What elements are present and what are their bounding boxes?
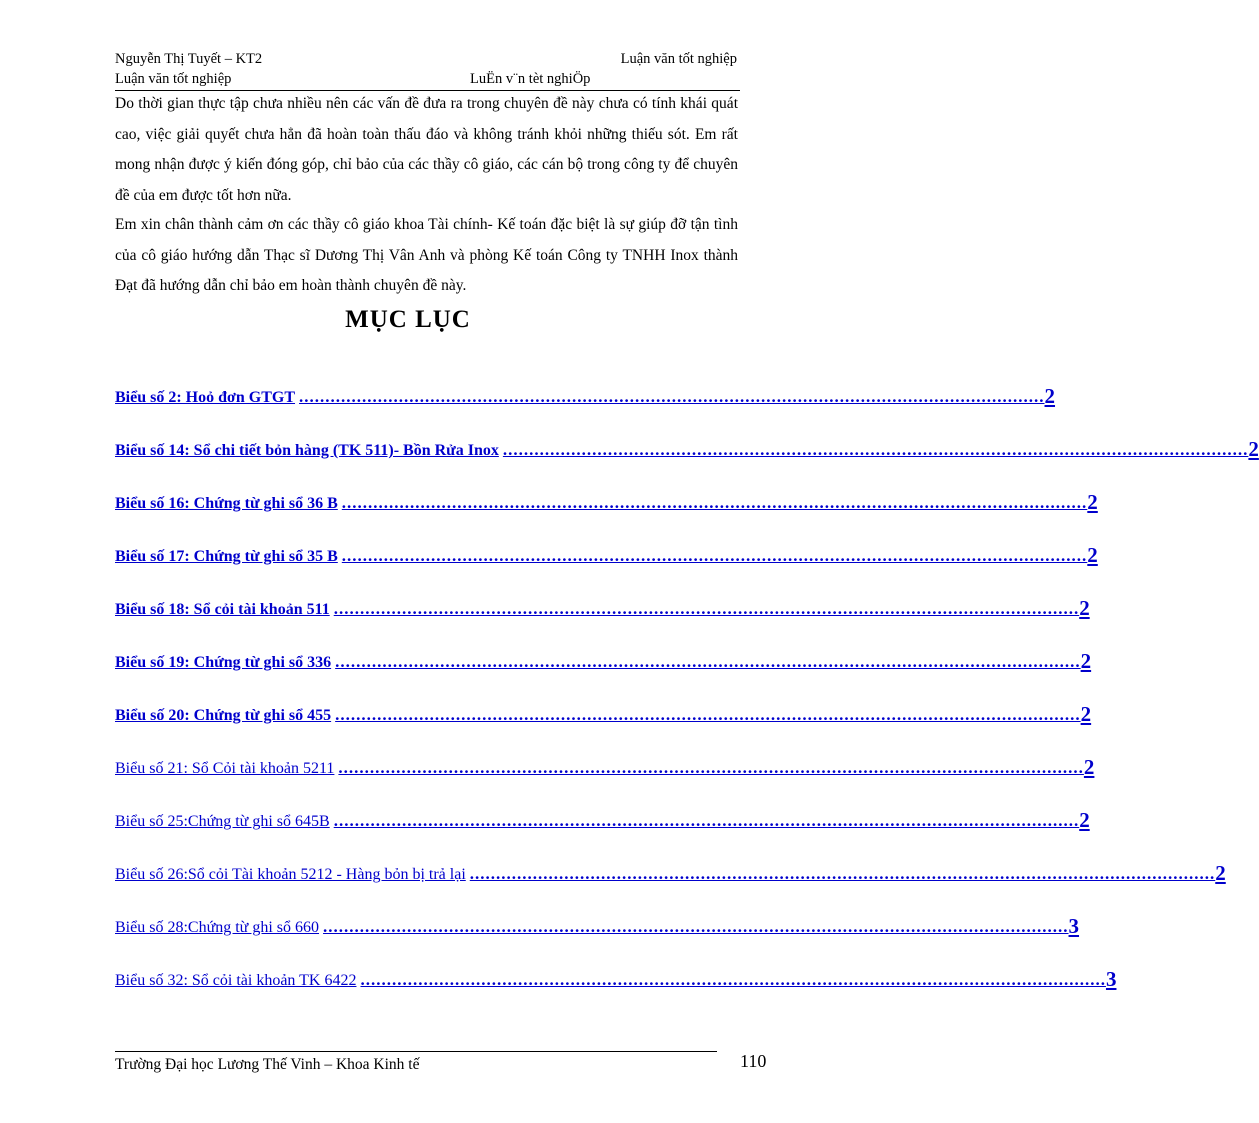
toc-entry-leader: .............................................................................................................................................. (502, 440, 1249, 459)
toc-entry-link[interactable] (115, 595, 1090, 620)
toc-entry-leader: .............................................................................................................................................. (333, 599, 1080, 618)
toc-entry-link[interactable] (115, 542, 1098, 567)
toc-entry-label: Biểu số 14: Sổ chi tiết bỏn hàng (TK 511)- Bồn Rửa Inox (115, 442, 499, 459)
toc-entry-page: 2 (1087, 543, 1098, 567)
toc-entry-link[interactable] (115, 807, 1090, 832)
toc-entry-leader: .............................................................................................................................................. (341, 546, 1088, 565)
footer-page-number: 110 (740, 1051, 767, 1071)
toc-entry-label: Biểu số 17: Chứng từ ghi sổ 35 B (115, 548, 338, 565)
toc-entry-link[interactable] (115, 489, 1098, 514)
toc-entry-label: Biểu số 21: Sổ Cỏi tài khoản 5211 (115, 760, 335, 777)
toc-entry-link[interactable] (115, 701, 1092, 726)
toc-entry-page: 3 (1068, 914, 1080, 938)
toc-entry-link[interactable] (115, 754, 1095, 779)
toc-entry-leader: .............................................................................................................................................. (299, 387, 1045, 406)
toc-entry-link[interactable] (115, 383, 1056, 408)
toc-entry-label: Biểu số 2: Hoỏ đơn GTGT (115, 389, 296, 406)
toc-entry-link[interactable] (115, 860, 1226, 885)
toc-title: MỤC LỤC (345, 306, 471, 333)
toc-entry-leader: .............................................................................................................................................. (360, 970, 1106, 989)
toc-entry-page: 2 (1215, 861, 1226, 885)
toc-entry-leader: .............................................................................................................................................. (323, 917, 1069, 936)
footer-school: Trường Đại học Lương Thế Vinh – Khoa Kinh tế (115, 1056, 420, 1073)
toc-entry-page: 3 (1105, 967, 1117, 991)
body-paragraph-2: Em xin chân thành cảm ơn các thầy cô giáo khoa Tài chính- Kế toán đặc biệt là sự giúp đỡ tận tình của cô giáo hướng dẫn Thạc sĩ Dương Thị Vân Anh và phòng Kế toán Công ty TNHH Inox thành Đạt đã hướng dẫn chỉ bảo em hoàn thành chuyên đề này. (115, 216, 738, 294)
toc-entry-link[interactable] (115, 436, 1259, 461)
toc-entry-page: 2 (1044, 384, 1056, 408)
toc-entry-label: Biểu số 16: Chứng từ ghi sổ 36 B (115, 495, 338, 512)
toc-entry-page: 2 (1080, 702, 1092, 726)
toc-entry-leader: .............................................................................................................................................. (338, 758, 1084, 777)
footer-rule (115, 1051, 717, 1052)
toc-entry-label: Biểu số 26:Sổ cỏi Tài khoản 5212 - Hàng bỏn bị trả lại (115, 866, 466, 883)
header-title-right: Luận văn tốt nghiệp (620, 51, 737, 67)
toc-entry-link[interactable] (115, 966, 1117, 991)
toc-entry-page: 2 (1080, 649, 1092, 673)
toc-entry-page: 2 (1083, 755, 1095, 779)
toc-entry-page: 2 (1079, 808, 1090, 832)
toc-entry-leader: .............................................................................................................................................. (335, 652, 1081, 671)
header-title-left: Luận văn tốt nghiệp (115, 71, 232, 87)
toc-entry-label: Biểu số 20: Chứng từ ghi sổ 455 (115, 707, 332, 724)
header-title-center: LuËn v¨n tèt nghiÖp (470, 71, 591, 87)
toc-entry-page: 2 (1248, 437, 1259, 461)
toc-entry-label: Biểu số 19: Chứng từ ghi sổ 336 (115, 654, 332, 671)
toc-entry-link[interactable] (115, 648, 1092, 673)
body-paragraph-1: Do thời gian thực tập chưa nhiều nên các vấn đề đưa ra trong chuyên đề này chưa có tính khái quát cao, việc giải quyết chưa hẳn đã hoàn toàn thấu đáo và không tránh khỏi những thiếu sót. Em rất mong nhận được ý kiến đóng góp, chỉ bảo của các thầy cô giáo, các cán bộ trong công ty để chuyên đề của em được tốt hơn nữa. (115, 95, 738, 204)
toc-entry-page: 2 (1079, 596, 1090, 620)
toc-entry-label: Biểu số 25:Chứng từ ghi sổ 645B (115, 813, 330, 830)
toc-entry-leader: .............................................................................................................................................. (469, 864, 1216, 883)
toc-entry-label: Biểu số 18: Sổ cỏi tài khoản 511 (115, 601, 330, 618)
toc-entry-label: Biểu số 32: Sổ cỏi tài khoản TK 6422 (115, 972, 357, 989)
toc-entry-page: 2 (1087, 490, 1098, 514)
toc-entry-link[interactable] (115, 913, 1080, 938)
header-author: Nguyễn Thị Tuyết – KT2 (115, 51, 263, 67)
toc-entry-leader: .............................................................................................................................................. (333, 811, 1080, 830)
toc-entry-leader: .............................................................................................................................................. (335, 705, 1081, 724)
toc-entry-leader: .............................................................................................................................................. (341, 493, 1088, 512)
toc-entry-label: Biểu số 28:Chứng từ ghi sổ 660 (115, 919, 320, 936)
